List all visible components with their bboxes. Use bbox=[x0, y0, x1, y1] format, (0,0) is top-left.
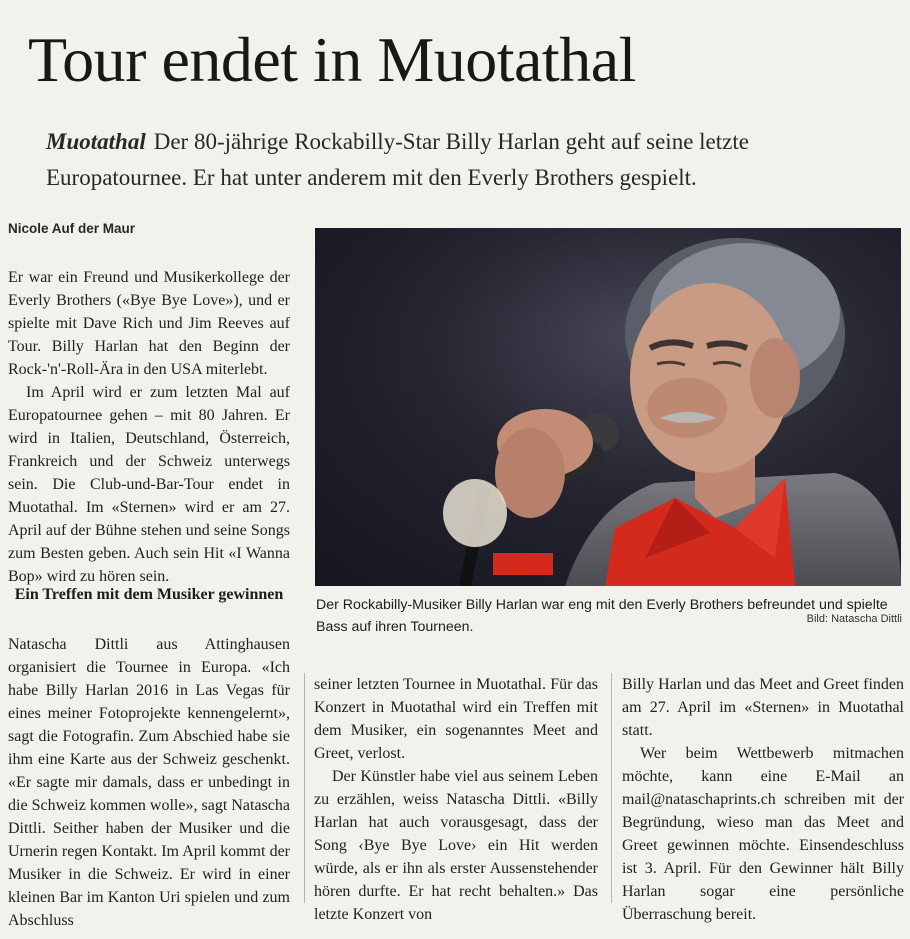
right-paragraph-2: Wer beim Wettbewerb mitmachen möchte, kann eine E-Mail an mail@nataschaprints.ch schreiben mit der Begründung, wieso man das Meet and Greet gewinnen möchte. Einsendeschluss ist 3. April. Für den Gewinner hält Billy Harlan sogar eine persönliche Überraschung bereit. bbox=[622, 745, 904, 923]
intro-paragraph-1: Er war ein Freund und Musikerkollege der Everly Brothers («Bye Bye Love»), und er spielte mit Dave Rich und Jim Reeves auf Tour. Billy Harlan hat den Beginn der Rock-'n'-Roll-Ära in den USA miterlebt. bbox=[8, 269, 290, 378]
singer-photo-illustration bbox=[315, 228, 901, 586]
column-divider-2 bbox=[611, 673, 612, 903]
photo-caption: Der Rockabilly-Musiker Billy Harlan war eng mit den Everly Brothers befreundet und spielte Bass auf ihren Tourneen. bbox=[316, 597, 888, 635]
left-column bbox=[8, 633, 290, 932]
middle-paragraph-1: seiner letzten Tournee in Muotathal. Für das Konzert in Muotathal wird ein Treffen mit dem Musiker, ein sogenanntes Meet and Greet, verlost. bbox=[314, 676, 598, 762]
right-paragraph-1: Billy Harlan und das Meet and Greet finden am 27. April im «Sternen» in Muotathal statt. bbox=[622, 676, 904, 739]
teaser bbox=[46, 124, 876, 196]
article-photo bbox=[315, 228, 901, 586]
middle-paragraph-2: Der Künstler habe viel aus seinem Leben zu erzählen, weiss Natascha Dittli. «Billy Harlan hat auch vorausgesagt, dass der Song ‹Bye Bye Love› ein Hit werden würde, als er ihn als erster Aussenstehender hören durfte. Er hat recht behalten.» Das letzte Konzert von bbox=[314, 768, 598, 923]
headline: Tour endet in Muotathal bbox=[28, 24, 636, 95]
left-column-paragraph: Natascha Dittli aus Attinghausen organisiert die Tournee in Europa. «Ich habe Billy Harlan 2016 in Las Vegas für eines meiner Fotoprojekte kennengelernt», sagt die Fotografin. Zum Abschied habe sie ihm eine Karte aus der Schweiz geschenkt. «Er sagte mir damals, dass er unbedingt in die Schweiz kommen wolle», sagt Natascha Dittli. Seither haben der Musiker und die Urnerin regen Kontakt. Im April kommt der Musiker in die Schweiz. Er wird in einer kleinen Bar im Kanton Uri spielen und zum Abschluss bbox=[8, 636, 290, 929]
photo-credit: Bild: Natascha Dittli bbox=[806, 613, 902, 625]
byline: Nicole Auf der Maur bbox=[8, 221, 136, 236]
subheading: Ein Treffen mit dem Musiker gewinnen bbox=[14, 586, 284, 603]
teaser-text: Der 80-jährige Rockabilly-Star Billy Harlan geht auf seine letzte Europatournee. Er hat unter anderem mit den Everly Brothers gespielt. bbox=[46, 129, 749, 190]
teaser-place: Muotathal bbox=[46, 129, 146, 154]
intro-column bbox=[8, 266, 290, 588]
middle-column bbox=[314, 673, 598, 926]
intro-paragraph-2: Im April wird er zum letzten Mal auf Europatournee gehen – mit 80 Jahren. Er wird in Italien, Deutschland, Österreich, Frankreich und der Schweiz unterwegs sein. Die Club-und-Bar-Tour endet in Muotathal. Im «Sternen» wird er am 27. April auf der Bühne stehen und seine Songs zum Besten geben. Auch sein Hit «I Wanna Bop» wird zu hören sein. bbox=[8, 384, 290, 585]
column-divider-1 bbox=[304, 673, 305, 903]
right-column bbox=[622, 673, 904, 926]
